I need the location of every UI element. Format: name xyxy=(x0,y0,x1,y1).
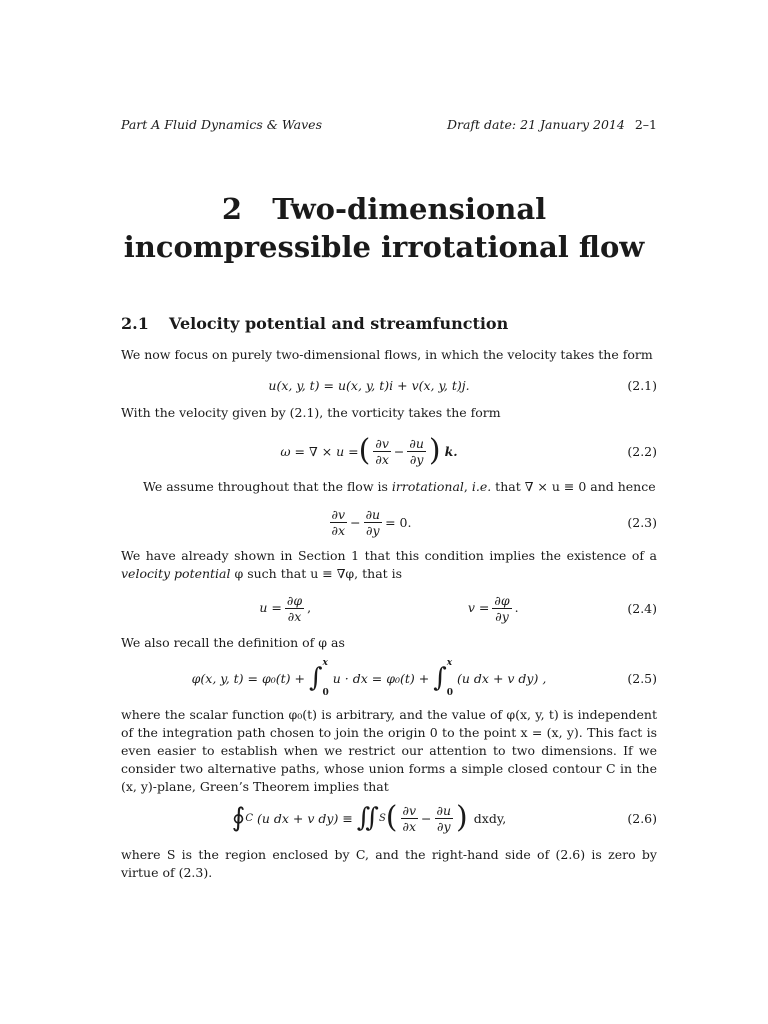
region-subscript: S xyxy=(378,812,386,824)
double-integral-sign: ∬ xyxy=(356,803,379,833)
fraction-dphi-dx xyxy=(285,593,304,624)
minus-sign: − xyxy=(393,443,405,459)
equation-2-1 xyxy=(121,376,657,394)
running-header xyxy=(121,117,657,132)
header-draft-date: Draft date: 21 January 2014 xyxy=(446,117,625,132)
emphasis-velocity-potential: velocity potential xyxy=(121,566,231,581)
equation-2-3-label: (2.3) xyxy=(627,514,657,530)
header-page-number: 2–1 xyxy=(634,117,657,132)
v-equals: v = xyxy=(467,599,490,615)
fraction-dv-dx xyxy=(330,507,348,538)
fraction-du-dy xyxy=(435,803,454,834)
section-heading xyxy=(121,314,508,333)
integral-limits xyxy=(323,658,329,698)
equation-2-6-mid: (u dx + v dy) ≡ xyxy=(257,810,353,826)
contour-integral-sign: ∮ xyxy=(231,803,246,833)
lower-limit: 0 xyxy=(446,688,454,698)
text-run: φ such that u ≡ ∇φ, that is xyxy=(230,566,403,581)
equation-2-5-end: (u dx + v dy) , xyxy=(457,670,547,686)
equation-2-1-label: (2.1) xyxy=(627,377,657,393)
equation-2-2-rhs: k. xyxy=(444,443,458,459)
emphasis-irrotational: irrotational xyxy=(391,479,464,494)
numerator: ∂u xyxy=(436,802,452,818)
equation-2-5-label: (2.5) xyxy=(627,670,657,686)
equation-2-2-label: (2.2) xyxy=(627,443,657,459)
chapter-title xyxy=(0,190,768,266)
numerator: ∂v xyxy=(402,802,417,818)
numerator: ∂v xyxy=(331,506,346,522)
equation-2-6-end: dxdy, xyxy=(473,810,507,826)
paragraph-conclusion: where S is the region enclosed by C, and the right-hand side of (2.6) is zero by virtue of (2.3). xyxy=(121,847,657,880)
fraction-dv-dx xyxy=(373,436,391,467)
equation-2-5-lhs: φ(x, y, t) = φ₀(t) + xyxy=(191,670,305,686)
numerator: ∂v xyxy=(375,435,389,451)
section-number: 2.1 xyxy=(121,314,149,333)
equation-2-2 xyxy=(121,430,657,472)
chapter-title-line-1: 2 Two-dimensional xyxy=(221,192,547,226)
denominator: ∂x xyxy=(402,818,417,834)
numerator: ∂u xyxy=(409,435,424,451)
equation-2-1-body: u(x, y, t) = u(x, y, t)i + v(x, y, t)j. xyxy=(268,377,470,393)
header-draft-info xyxy=(447,117,657,132)
section-title: Velocity potential and streamfunction xyxy=(169,314,509,333)
left-paren: ( xyxy=(385,800,398,835)
numerator: ∂u xyxy=(365,506,381,522)
minus-sign: − xyxy=(421,810,432,826)
paragraph-intro: We now focus on purely two-dimensional flows, in which the velocity takes the form xyxy=(121,347,653,362)
equation-2-2-lhs: ω = ∇ × u = xyxy=(280,443,359,459)
numerator: ∂φ xyxy=(286,592,303,608)
minus-sign: − xyxy=(350,514,361,530)
upper-limit: x xyxy=(322,658,328,668)
contour-subscript: C xyxy=(245,812,253,824)
denominator: ∂x xyxy=(331,522,346,538)
fraction-du-dy xyxy=(364,507,383,538)
text-run: We assume throughout that the flow is xyxy=(143,479,392,494)
denominator: ∂y xyxy=(437,818,451,834)
header-course-title: Part A Fluid Dynamics & Waves xyxy=(121,117,322,132)
integral-limits xyxy=(447,658,453,698)
denominator: ∂x xyxy=(375,451,389,467)
right-paren: ) xyxy=(428,433,441,468)
upper-limit: x xyxy=(446,658,453,668)
denominator: ∂y xyxy=(409,451,424,467)
denominator: ∂x xyxy=(287,608,302,624)
denominator: ∂y xyxy=(495,608,509,624)
right-paren: ) xyxy=(456,800,468,835)
equation-2-3 xyxy=(121,502,657,542)
equation-2-5 xyxy=(121,656,657,700)
paragraph-velocity-potential xyxy=(121,547,657,583)
equation-2-4 xyxy=(121,588,657,628)
equation-2-4-right: v = $\frac{\partial\varphi}{\partial y}$ . xyxy=(467,592,519,624)
equation-2-6-label: (2.6) xyxy=(627,810,657,826)
paragraph-irrotational xyxy=(121,478,657,496)
equation-2-3-rhs: = 0. xyxy=(385,514,412,530)
denominator: ∂y xyxy=(366,522,380,538)
integral-sign: ∫ xyxy=(433,663,447,693)
u-equals: u = xyxy=(259,599,282,615)
fraction-dphi-dy xyxy=(492,593,511,624)
fraction-du-dy xyxy=(407,436,426,467)
equation-2-4-left: u = $\frac{\partial\varphi}{\partial x}$ , xyxy=(259,592,312,624)
left-paren: ( xyxy=(358,433,371,468)
numerator: ∂φ xyxy=(494,592,510,608)
fraction-dv-dx xyxy=(401,803,419,834)
equation-2-4-label: (2.4) xyxy=(627,600,657,616)
equation-2-6 xyxy=(121,796,657,840)
lower-limit: 0 xyxy=(322,688,329,698)
text-run: that ∇ × u ≡ 0 and hence xyxy=(491,479,656,494)
chapter-title-line-2: incompressible irrotational flow xyxy=(123,230,645,264)
paragraph-vorticity: With the velocity given by (2.1), the vorticity takes the form xyxy=(121,405,501,420)
paragraph-path-independence: where the scalar function φ₀(t) is arbitrary, and the value of φ(x, y, t) is independent of the integration path chosen to join the origin 0 to the point x = (x, y). This fact is even easier to establish when we restrict our attention to two dimensions. If we consider two alternative paths, whose union forms a simple closed contour C in the (x, y)-plane, Green’s Theorem implies that xyxy=(121,707,657,794)
text-run: We have already shown in Section 1 that this condition implies the existence of a xyxy=(121,548,657,563)
equation-2-5-mid: u · dx = φ₀(t) + xyxy=(332,670,430,686)
paragraph-phi-definition: We also recall the definition of φ as xyxy=(121,635,345,650)
text-run: , xyxy=(463,479,472,494)
emphasis-ie: i.e. xyxy=(471,479,492,494)
integral-sign: ∫ xyxy=(308,663,323,693)
